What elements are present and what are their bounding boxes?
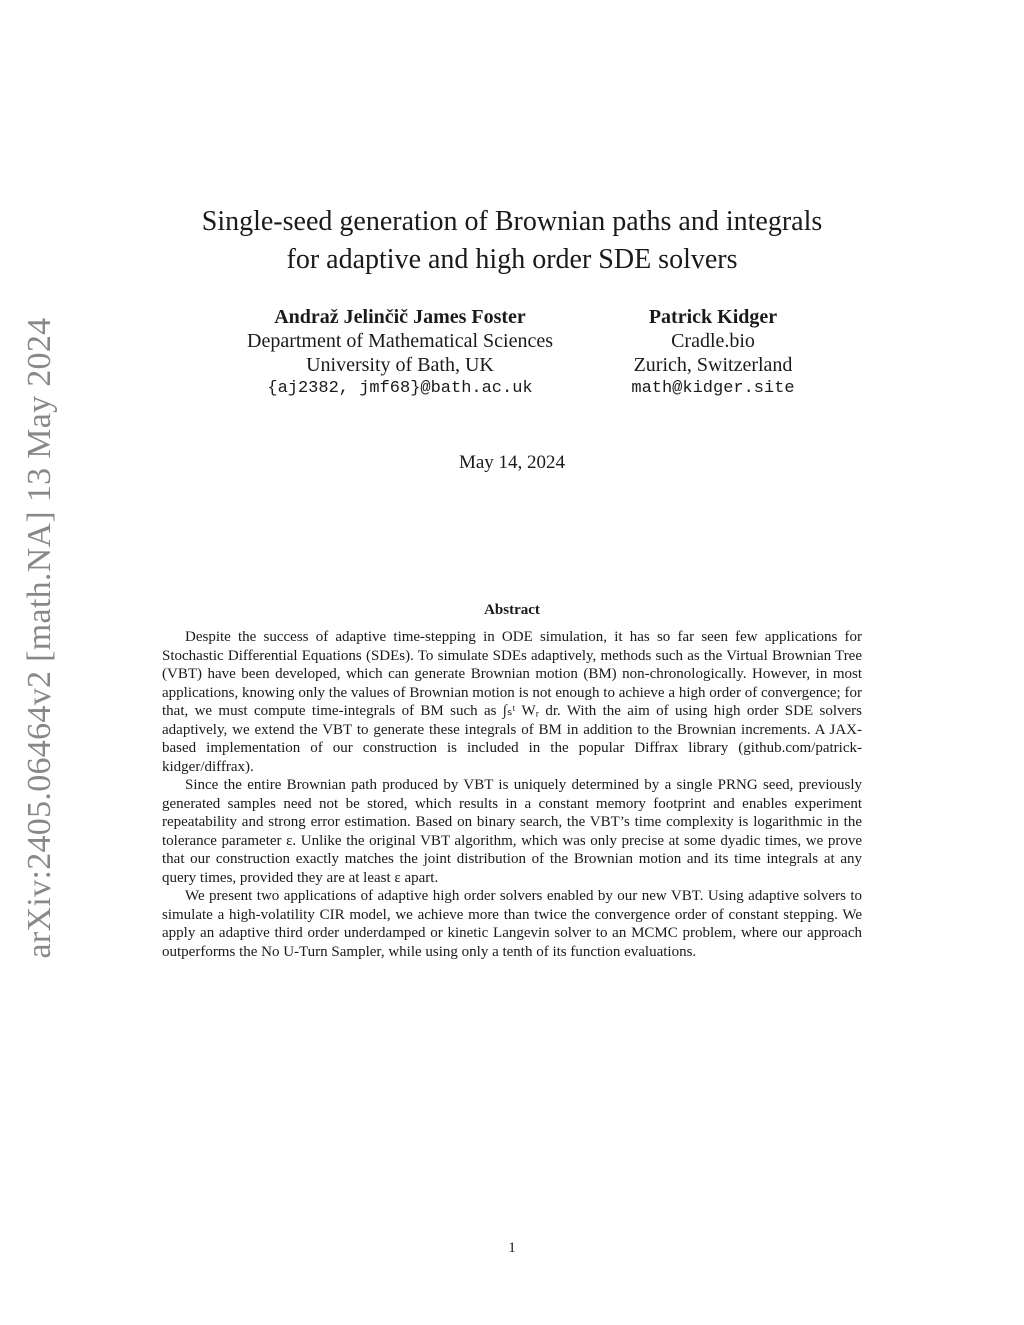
author-institution-bath: University of Bath, UK (306, 354, 494, 376)
author-institution-cradle: Cradle.bio (671, 330, 755, 352)
abstract-body (162, 628, 862, 961)
abstract-paragraph-1: Despite the success of adaptive time-stepping in ODE simulation, it has so far seen few applications for Stochastic Differential Equations (SDEs). To simulate SDEs adaptively, methods such as the Virtual Brownian Tree (VBT) have been developed, which can generate Brownian motion (BM) non-chronologically. However, in most applications, knowing only the values of Brownian motion is not enough to achieve a high order of convergence; for that, we must compute time-integrals of BM such as ∫ₛᵗ Wᵣ dr. With the aim of using high order SDE solvers adaptively, we extend the VBT to generate these integrals of BM in addition to the Brownian increments. A JAX-based implementation of our construction is included in the popular Diffrax library (github.com/patrick-kidger/diffrax). (162, 629, 862, 775)
author-names (200, 305, 600, 329)
author-block-cradle (603, 305, 823, 401)
author-name-kidger: Patrick Kidger (648, 306, 778, 328)
author-name-jelincic: Andraž Jelinčič (274, 306, 409, 328)
arxiv-identifier: arXiv:2405.06464v2 [math.NA] 13 May 2024 (21, 317, 58, 959)
author-block-bath (200, 305, 600, 401)
paper-date: May 14, 2024 (458, 452, 566, 473)
abstract-heading: Abstract (484, 602, 540, 618)
title-line-1: Single-seed generation of Brownian paths and integrals (201, 206, 823, 237)
author-location-cradle: Zurich, Switzerland (633, 354, 793, 376)
author-email-bath: {aj2382, jmf68}@bath.ac.uk (267, 379, 533, 398)
author-name-foster: James Foster (413, 306, 526, 328)
abstract-paragraph-2: Since the entire Brownian path produced by VBT is uniquely determined by a single PRNG seed, previously generated samples need not be stored, which results in a constant memory footprint and enables experiment repeatability and strong error estimation. Based on binary search, the VBT’s time complexity is logarithmic in the tolerance parameter ε. Unlike the original VBT algorithm, which was only precise at some dyadic times, we prove that our construction exactly matches the joint distribution of the Brownian motion and its time integrals at any query times, provided they are at least ε apart. (162, 777, 862, 886)
page-number: 1 (508, 1240, 516, 1256)
author-email-cradle: math@kidger.site (631, 379, 795, 398)
author-department: Department of Mathematical Sciences (247, 330, 553, 352)
title-line-2: for adaptive and high order SDE solvers (286, 244, 738, 275)
paper-title (112, 203, 912, 279)
abstract-paragraph-3: We present two applications of adaptive high order solvers enabled by our new VBT. Using adaptive solvers to simulate a high-volatility CIR model, we achieve more than twice the convergence order of constant stepping. We apply an adaptive third order underdamped or kinetic Langevin solver to an MCMC problem, where our approach outperforms the No U-Turn Sampler, while using only a tenth of its function evaluations. (162, 888, 862, 960)
